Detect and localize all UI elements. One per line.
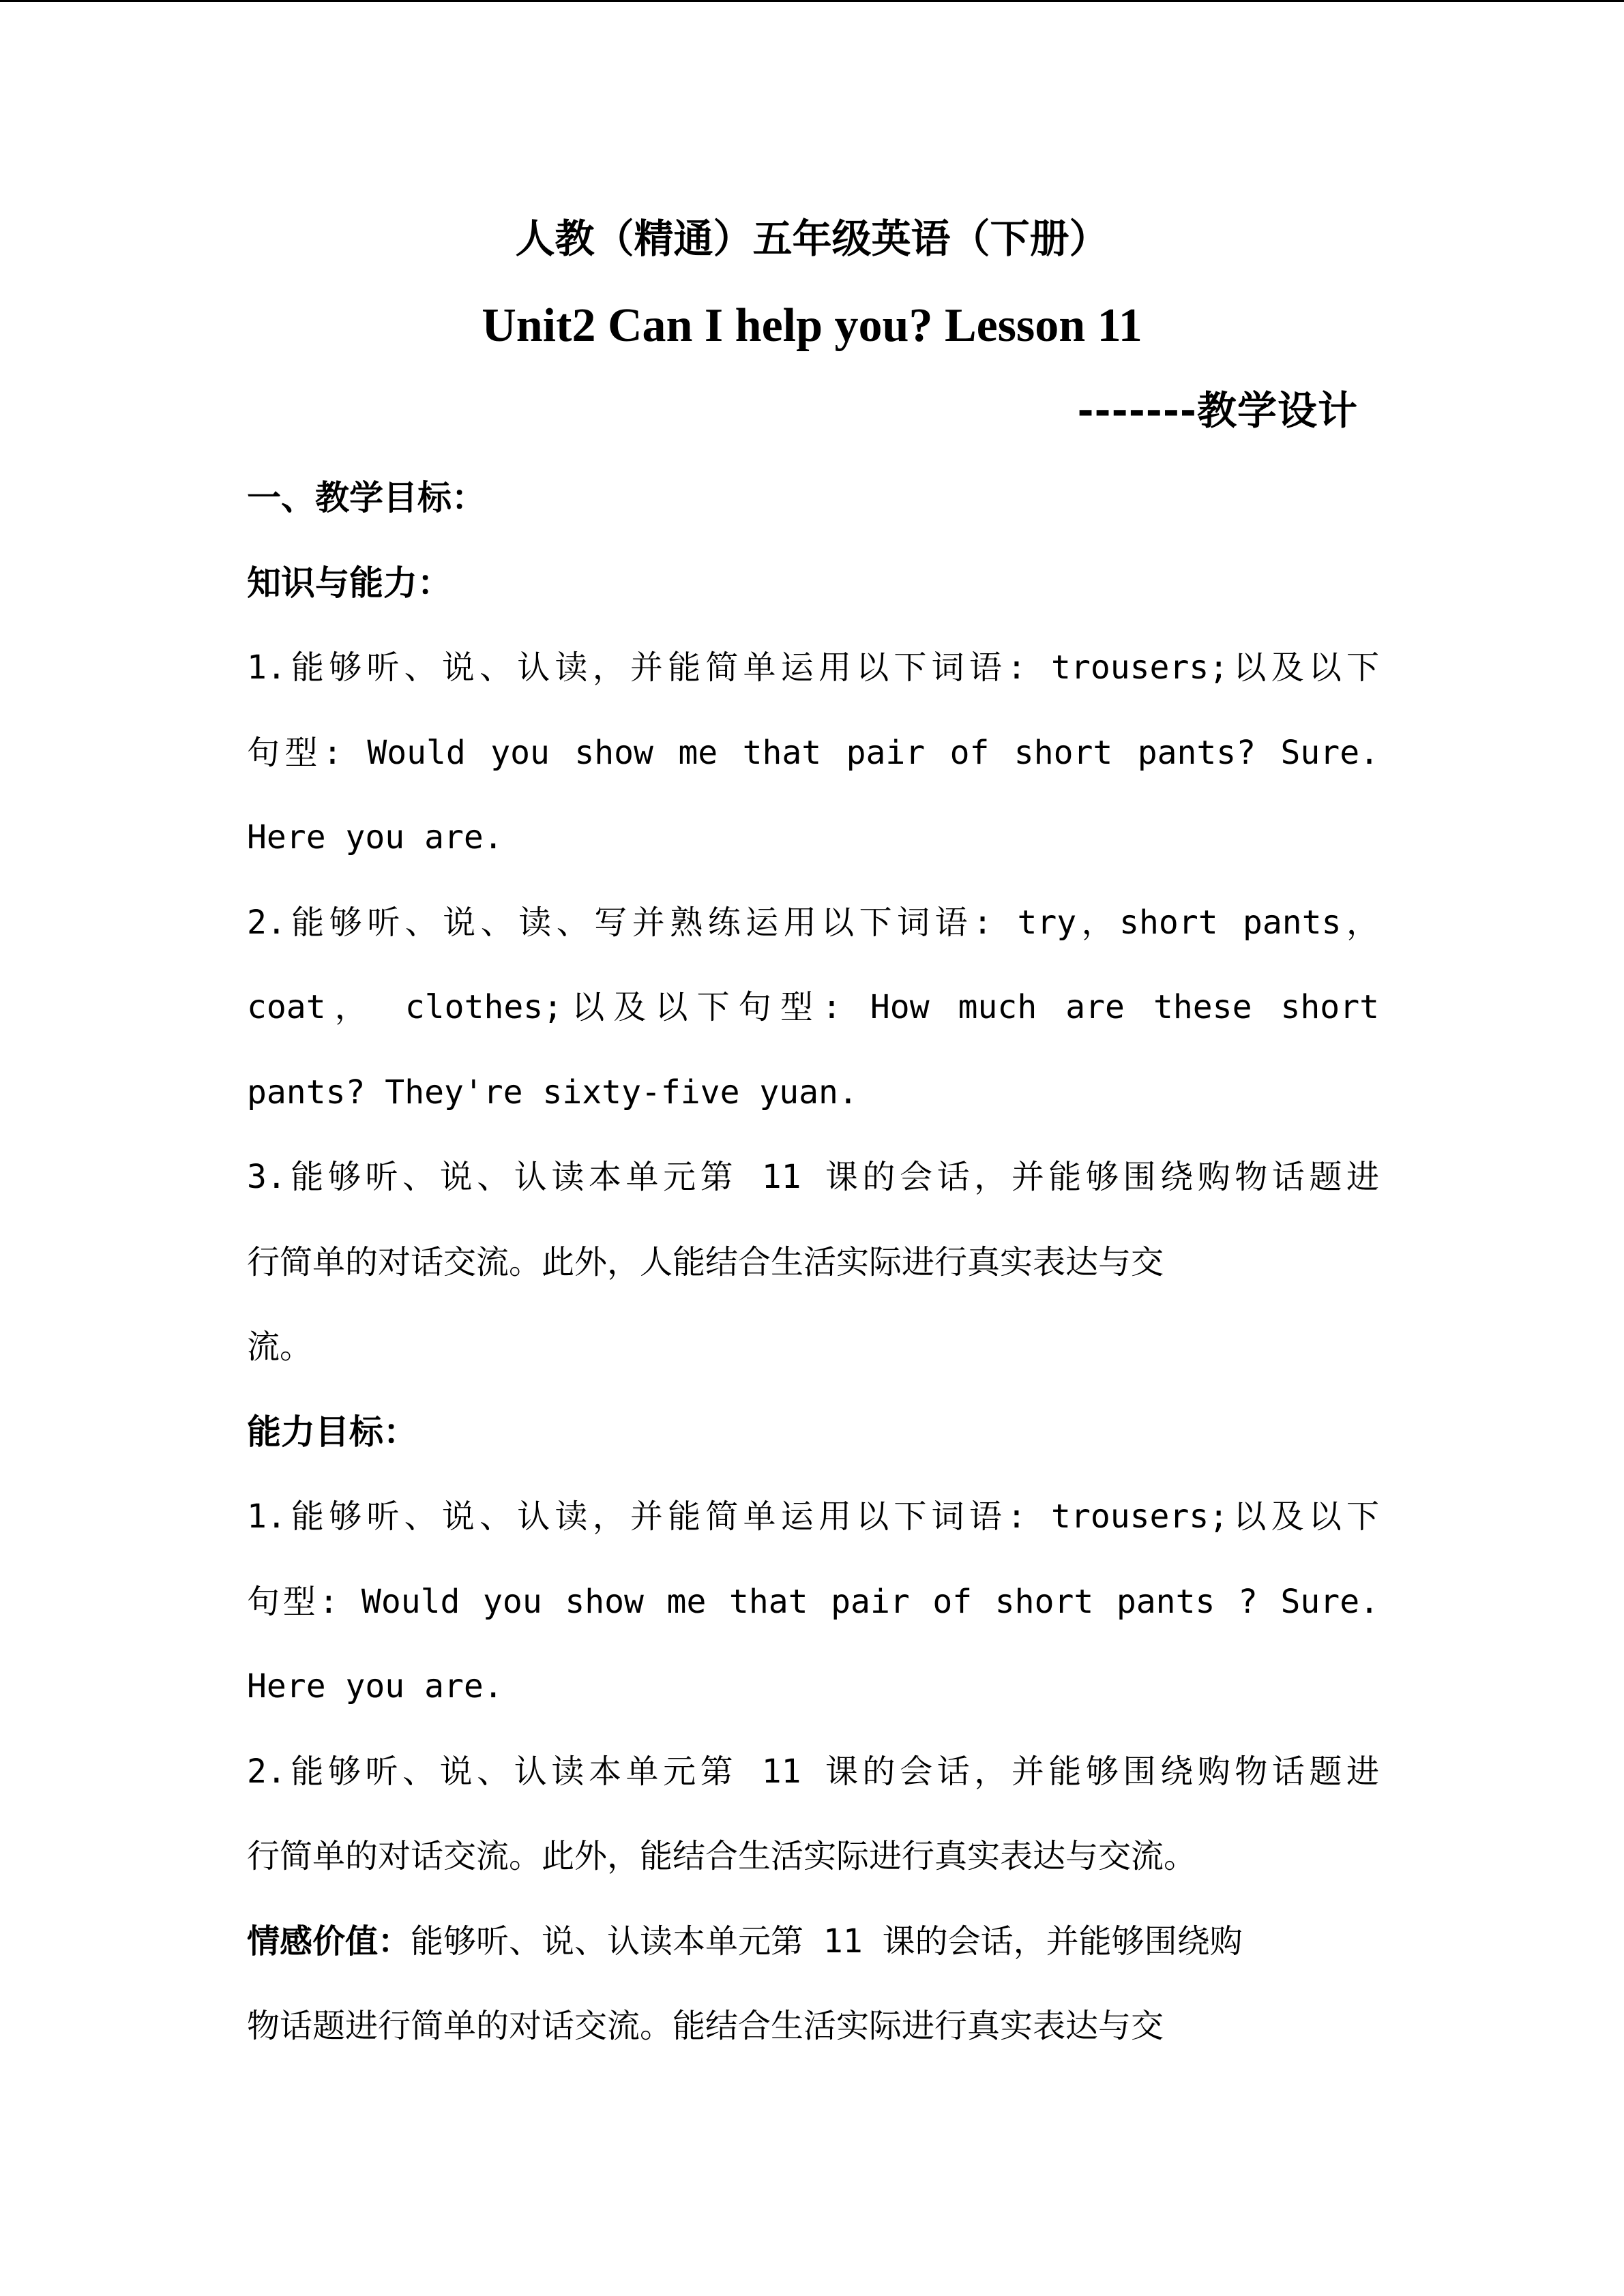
ability-line: Here you are. xyxy=(247,1667,503,1705)
emotion-value-line: 物话题进行简单的对话交流。能结合生活实际进行真实表达与交 xyxy=(247,2007,1164,2045)
ability-line: 行简单的对话交流。此外，能结合生活实际进行真实表达与交流。 xyxy=(247,1837,1197,1875)
section-heading-teaching-goals: 一、教学目标： xyxy=(247,478,486,518)
knowledge-line: 3.能够听、说、认读本单元第 11 课的会话，并能够围绕购物话题进 xyxy=(247,1158,1379,1196)
subheading-knowledge-and-ability: 知识与能力： xyxy=(247,563,452,603)
document-title-english: Unit2 Can I help you? Lesson 11 xyxy=(482,299,1142,352)
emotion-value-text: 能够听、说、认读本单元第 11 课的会话，并能够围绕购 xyxy=(411,1922,1243,1960)
knowledge-line: pants? They're sixty-five yuan. xyxy=(247,1073,858,1112)
knowledge-line: Here you are. xyxy=(247,818,503,856)
page-top-border xyxy=(0,0,1624,2)
ability-line: 1.能够听、说、认读，并能简单运用以下词语: trousers;以及以下 xyxy=(247,1497,1379,1536)
document-subtitle: -------教学设计 xyxy=(1077,387,1358,434)
ability-line: 2.能够听、说、认读本单元第 11 课的会话，并能够围绕购物话题进 xyxy=(247,1752,1379,1791)
knowledge-line: 句型: Would you show me that pair of short pants? Sure. xyxy=(247,733,1379,772)
knowledge-line: 2.能够听、说、读、写并熟练运用以下词语: try，short pants， xyxy=(247,903,1379,942)
knowledge-line: coat， clothes;以及以下句型: How much are these short xyxy=(247,988,1379,1026)
knowledge-line: 流。 xyxy=(247,1328,313,1366)
emotion-value-line xyxy=(247,1907,1379,1993)
knowledge-line: 行简单的对话交流。此外，人能结合生活实际进行真实表达与交 xyxy=(247,1242,1164,1281)
document-title-chinese: 人教（精通）五年级英语（下册） xyxy=(515,215,1109,262)
document-body xyxy=(247,464,1379,2077)
subheading-ability-goals: 能力目标： xyxy=(247,1412,417,1452)
emotion-value-label: 情感价值： xyxy=(247,1922,411,1960)
knowledge-line: 1.能够听、说、认读，并能简单运用以下词语: trousers;以及以下 xyxy=(247,648,1379,687)
ability-line: 句型: Would you show me that pair of short pants ? Sure. xyxy=(247,1582,1379,1621)
